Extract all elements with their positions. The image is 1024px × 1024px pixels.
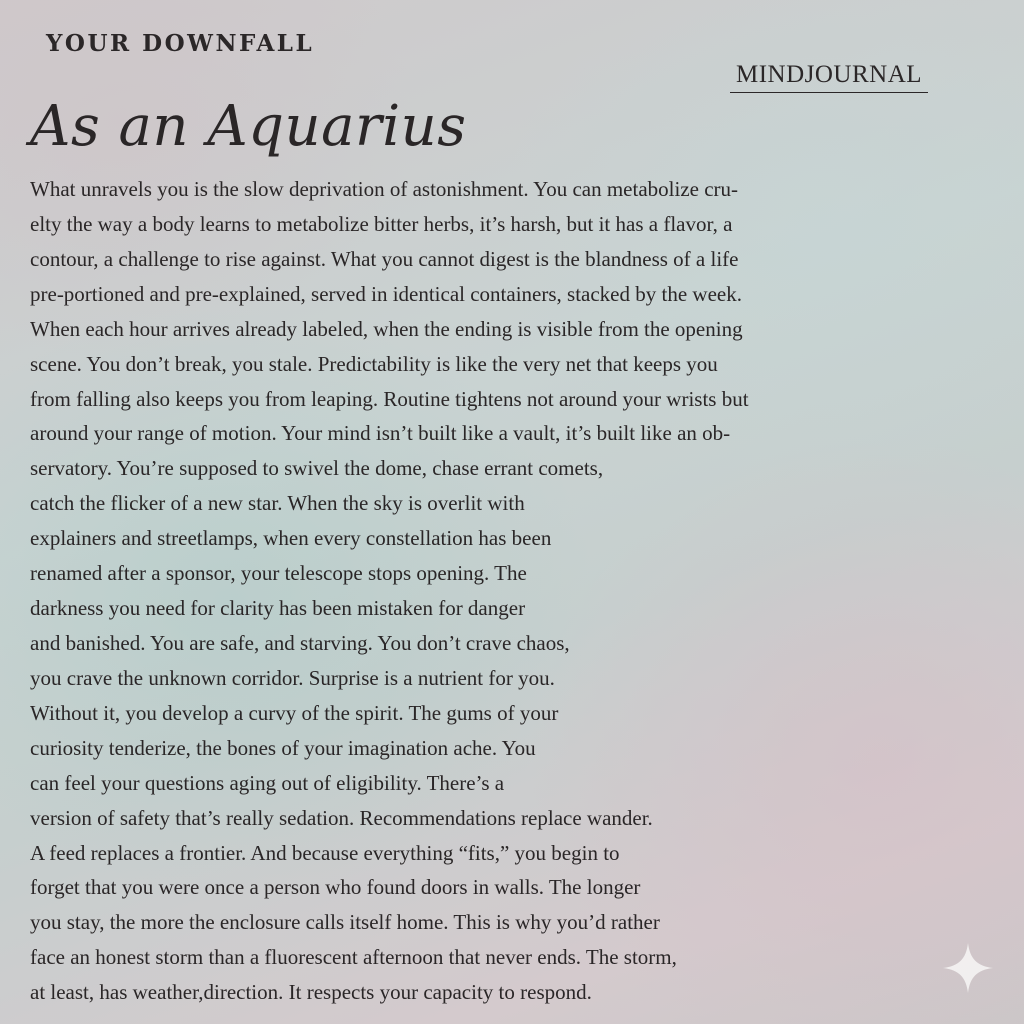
body-line: face an honest storm than a fluorescent afternoon that never ends. The storm, bbox=[30, 945, 677, 970]
body-line: from falling also keeps you from leaping. Routine tightens not around your wrists but bbox=[30, 386, 749, 411]
body-line: curiosity tenderize, the bones of your imagination ache. You bbox=[30, 735, 536, 760]
body-line: elty the way a body learns to metabolize bitter herbs, it’s harsh, but it has a flavor, a bbox=[30, 211, 733, 236]
body-line: and banished. You are safe, and starving. You don’t crave chaos, bbox=[30, 630, 570, 655]
body-line: can feel your questions aging out of eligibility. There’s a bbox=[30, 770, 505, 795]
body-line: darkness you need for clarity has been mistaken for danger bbox=[30, 596, 526, 621]
page-title: As an Aquarius bbox=[30, 94, 467, 159]
body-line: forget that you were once a person who found doors in walls. The longer bbox=[30, 875, 641, 900]
body-line: pre-portioned and pre-explained, served in identical containers, stacked by the week. bbox=[30, 281, 742, 306]
body-line: you stay, the more the enclosure calls itself home. This is why you’d rather bbox=[30, 910, 660, 935]
body-line: catch the flicker of a new star. When the sky is overlit with bbox=[30, 491, 525, 516]
body-line: servatory. You’re supposed to swivel the dome, chase errant comets, bbox=[30, 456, 604, 481]
body-line: renamed after a sponsor, your telescope stops opening. The bbox=[30, 561, 527, 586]
body-line: explainers and streetlamps, when every constellation has been bbox=[30, 526, 552, 551]
sparkle-icon bbox=[941, 941, 995, 995]
body-line: contour, a challenge to rise against. What you cannot digest is the blandness of a life bbox=[30, 246, 739, 271]
body-line: Without it, you develop a curvy of the spirit. The gums of your bbox=[30, 700, 559, 725]
body-line: When each hour arrives already labeled, when the ending is visible from the opening bbox=[30, 316, 743, 341]
eyebrow-heading: YOUR DOWNFALL bbox=[46, 30, 315, 57]
body-text bbox=[30, 172, 930, 1010]
body-line: at least, has weather,direction. It respects your capacity to respond. bbox=[30, 980, 592, 1005]
body-line: A feed replaces a frontier. And because everything “fits,” you begin to bbox=[30, 840, 620, 865]
body-line: What unravels you is the slow deprivation of astonishment. You can metabolize cru- bbox=[30, 177, 739, 201]
body-line: version of safety that’s really sedation. Recommendations replace wander. bbox=[30, 805, 653, 830]
body-line: you crave the unknown corridor. Surprise is a nutrient for you. bbox=[30, 665, 555, 690]
body-line: around your range of motion. Your mind isn’t built like a vault, it’s built like an ob- bbox=[30, 421, 731, 446]
brand-logo: MINDJOURNAL bbox=[730, 60, 928, 93]
body-line: scene. You don’t break, you stale. Predictability is like the very net that keeps you bbox=[30, 351, 718, 376]
